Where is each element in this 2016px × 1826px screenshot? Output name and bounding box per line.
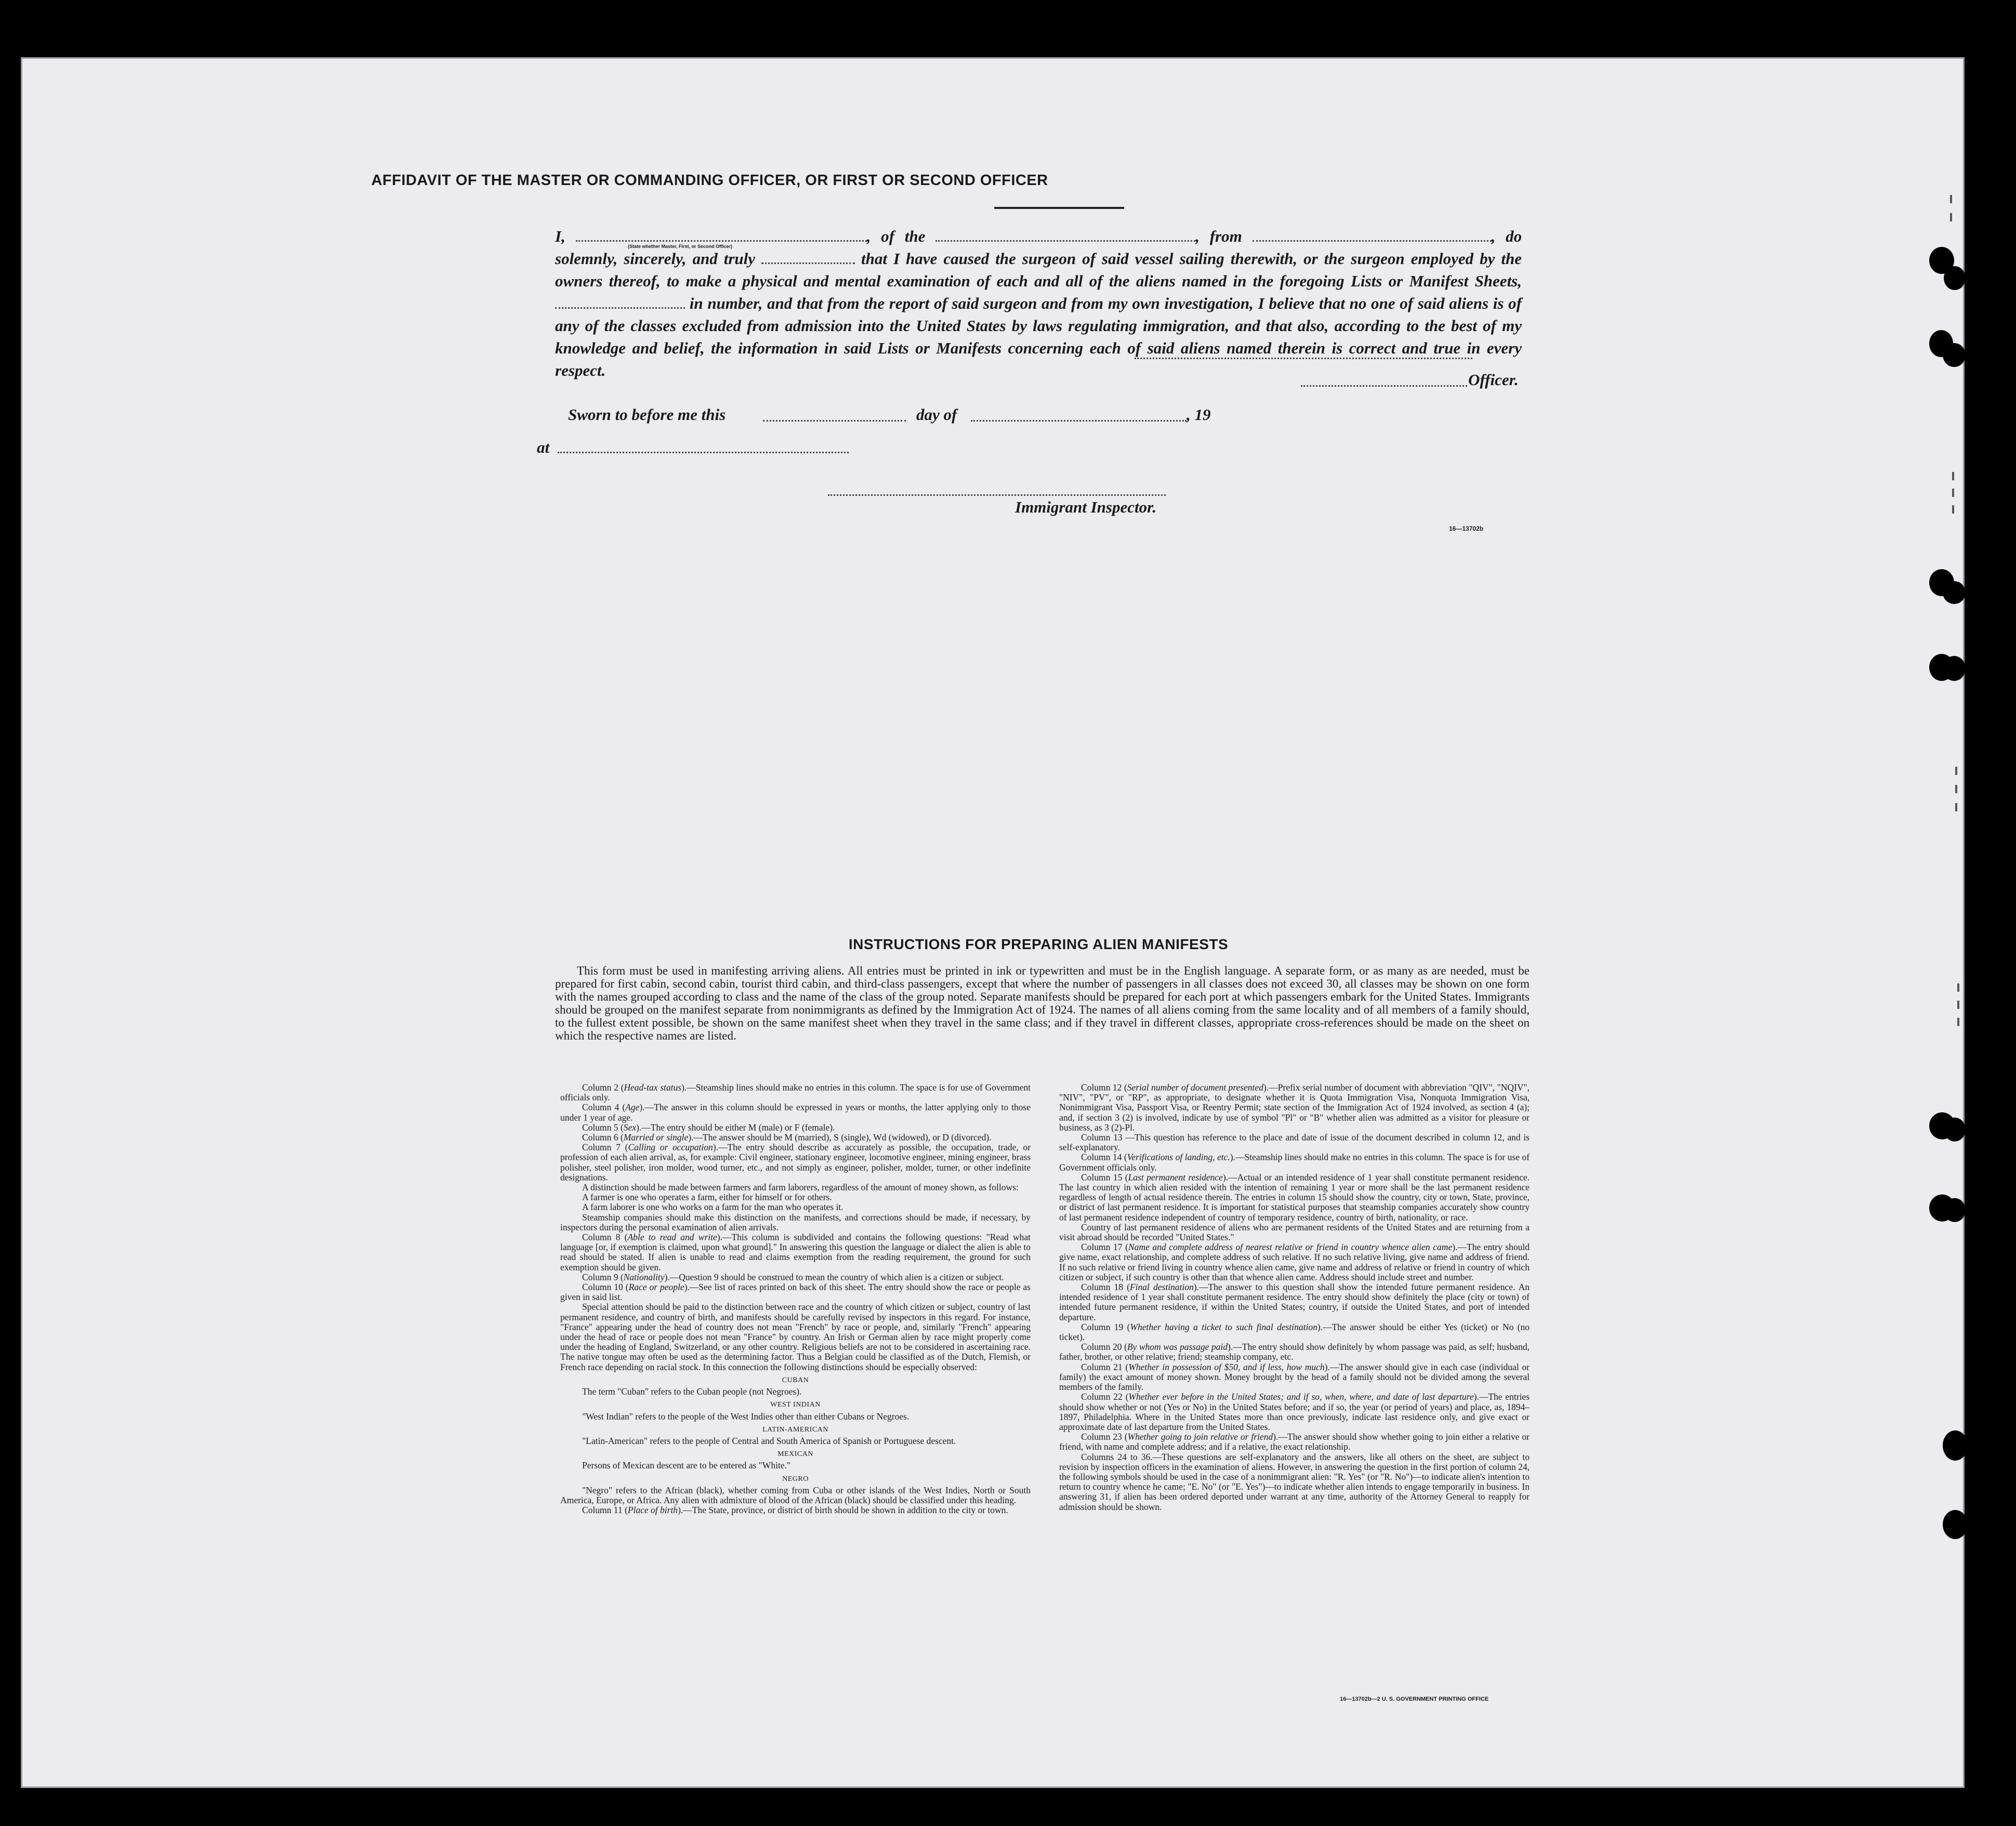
instruction-entry: Column 13 —This question has reference to the place and date of issue of the document described in column 12, and is self-explanatory. bbox=[1059, 1132, 1530, 1153]
intro-text: This form must be used in manifesting arriving aliens. All entries must be printed in ink or typewritten and must be in the English language. A separate form, or as many as are needed, must be prepared for first cabin, second cabin, tourist third cabin, and third-class passengers, except that where the number of passengers in all classes does not exceed 30, all classes may be shown on one form with the names grouped according to class and the name of the class of the group noted. Separate manifests should be prepared for each port at which passengers embark for the United States. Immigrants should be grouped on the manifest separate from nonimmigrants as defined by the Immigration Act of 1924. The names of all aliens coming from the same locality and of all members of a family should, to the fullest extent possible, be shown on the same manifest sheet when they travel in the same class; and if they travel in different classes, appropriate cross-references should be made on the sheet on which the respective names are listed. bbox=[555, 964, 1530, 1042]
officer-rank-field[interactable] bbox=[576, 230, 867, 242]
column-topic: Nationality bbox=[623, 1271, 665, 1282]
column-number: Column 14 bbox=[1081, 1152, 1122, 1163]
column-number: Column 10 bbox=[582, 1282, 623, 1293]
word-of-the: , of the bbox=[866, 227, 926, 245]
instruction-entry: Column 9 (Nationality).—Question 9 should be construed to mean the country of which alien is a citizen or subject. bbox=[582, 1271, 1004, 1282]
race-heading: NEGRO bbox=[782, 1475, 809, 1483]
column-number: Column 4 bbox=[582, 1102, 620, 1113]
column-number: Column 9 bbox=[582, 1271, 618, 1282]
word-from: , from bbox=[1195, 227, 1242, 245]
column-topic: By whom was passage paid bbox=[1127, 1342, 1228, 1352]
scan-tick bbox=[1955, 803, 1957, 811]
entry-body: The entry should describe as accurately as possible, the occupation, trade, or profession of each alien arrival, as, for example: Civil engineer, stationary engineer, locomotive engineer, mining engineer, brass polisher, steel polisher, iron molder, wood turner, etc., and not simply as engineer, polisher, molder, turner, or other indefinite designations. bbox=[560, 1142, 1031, 1183]
column-topic: Last permanent residence bbox=[1128, 1172, 1223, 1183]
entry-body: This question has reference to the place and date of issue of the document described in column 12, and is self-explanatory. bbox=[1059, 1132, 1530, 1153]
entry-body: The answer should be either Yes (ticket) or No (no ticket). bbox=[1059, 1321, 1530, 1343]
day-of-label: day of bbox=[916, 405, 957, 424]
instruction-entry: Column 5 (Sex).—The entry should be either M (male) or F (female). bbox=[582, 1122, 835, 1133]
signature-line[interactable] bbox=[1135, 358, 1472, 359]
binder-hole bbox=[1943, 343, 1966, 367]
entry-body: Columns 24 to 36.—These questions are self-explanatory and the answers, like all others on the sheet, are subject to revision by inspection officers in the examination of aliens. However, in answering the question in the first portion of column 24, the following symbols should be used in the case of a nonimmigrant alien: "R. Yes" (or "R. No")—to indicate alien's intention to return to country whence he came; "E. No" (or "E. Yes")—to indicate whether alien intends to engage temporarily in business. In answering 31, if alien has been ordered deported under warrant at any time, authority of the Attorney General to reapply for admission should be shown. bbox=[1059, 1451, 1530, 1512]
column-topic: Whether ever before in the United States; and if so, when, where, and date of last departure bbox=[1128, 1391, 1474, 1402]
scan-tick bbox=[1952, 472, 1954, 480]
place-field[interactable] bbox=[558, 452, 849, 453]
instruction-entry: Column 4 (Age).—The answer in this column should be expressed in years or months, the latter applying only to those under 1 year of age. bbox=[560, 1102, 1031, 1123]
instruction-entry: Column 14 (Verifications of landing, etc.).—Steamship lines should make no entries in this column. The space is for use of Government officials only. bbox=[1059, 1152, 1530, 1173]
column-number: Column 22 bbox=[1081, 1391, 1123, 1402]
column-topic: Married or single bbox=[623, 1132, 689, 1143]
instruction-entry: Column 11 (Place of birth).—The State, province, or district of birth should be shown in addition to the city or town. bbox=[582, 1505, 1008, 1516]
instruction-entry bbox=[560, 1302, 1031, 1372]
instruction-entry bbox=[560, 1183, 1031, 1192]
entry-body: Prefix serial number of document with abbreviation "QIV", "NQIV", "NIV", "PV", or "RP", as appropriate, to designate whether it is Quota Immigration Visa, Nonquota Immigration Visa, Nonimmigrant Visa, Passport Visa, or Reentry Permit; state section of the Immigration Act of 1924 involved, as section 4 (a); and, if section 3 (2) is involved, indicate by use of symbol "Pl" or "B" whether alien was admitted as a visitor for pleasure or business, as 3 (2)-Pl. bbox=[1059, 1083, 1530, 1133]
entry-body: The answer should be M (married), S (single), Wd (widowed), or D (divorced). bbox=[702, 1132, 992, 1143]
column-topic: Whether having a ticket to such final destination bbox=[1130, 1321, 1317, 1332]
entry-body: The State, province, or district of birth should be shown in addition to the city or town. bbox=[692, 1505, 1008, 1516]
race-definition: The term "Cuban" refers to the Cuban people (not Negroes). bbox=[582, 1386, 802, 1397]
instruction-entry bbox=[560, 1202, 1031, 1212]
officer-note: (State whether Master, First, or Second Officer) bbox=[628, 244, 733, 249]
entry-body: Actual or an intended residence of 1 year shall constitute permanent residence. The last country in which alien resided with the intention of remaining 1 year or more shall be the last permanent residence regardless of length of actual residence therein. The entries in column 15 should show the country, city or town, State, province, or district of last permanent residence. It is important for statistical purposes that steamship companies accurately show country of last permanent residence independent of country of temporary residence, country of birth, nationality, or race. bbox=[1059, 1172, 1530, 1223]
entry-body: The entry should be either M (male) or F (female). bbox=[650, 1122, 835, 1133]
footer-code: 16—13702b—2 U. S. GOVERNMENT PRINTING OFFICE bbox=[1340, 1696, 1489, 1702]
race-definition: Persons of Mexican descent are to be entered as "White." bbox=[582, 1460, 791, 1471]
race-definition: "West Indian" refers to the people of the West Indies other than either Cubans or Negroes. bbox=[582, 1411, 910, 1422]
race-heading: MEXICAN bbox=[778, 1450, 813, 1459]
sworn-month-field[interactable] bbox=[971, 420, 1187, 422]
column-topic: Verifications of landing, etc. bbox=[1127, 1152, 1230, 1163]
instruction-entry: Column 23 (Whether going to join relative or friend).—The answer should show whether going to join either a relative or friend, with name and complete address; and if a relative, the exact relationship. bbox=[1059, 1431, 1530, 1452]
year-label: , 19 bbox=[1187, 405, 1211, 424]
scan-tick bbox=[1952, 505, 1954, 514]
officer-title-line[interactable] bbox=[1301, 385, 1467, 387]
affidavit-title: AFFIDAVIT OF THE MASTER OR COMMANDING OFFICER, OR FIRST OR SECOND OFFICER bbox=[371, 172, 1048, 189]
instruction-entry: Column 7 (Calling or occupation).—The entry should describe as accurately as possible, the occupation, trade, or profession of each alien arrival, as, for example: Civil engineer, stationary engineer, locomotive engineer, mining engineer, brass polisher, steel polisher, iron molder, wood turner, etc., and not simply as engineer, polisher, molder, turner, or other indefinite designations. bbox=[560, 1142, 1031, 1183]
scan-tick bbox=[1950, 195, 1952, 203]
instruction-entry bbox=[560, 1213, 1031, 1232]
instructions-right-column bbox=[1059, 1083, 1530, 1683]
entry-body: The answer to this question shall show the intended future permanent residence. An intended residence of 1 year shall constitute permanent residence. The entry should show definitely the place (city or town) of intended future permanent residence, if within the United States; country, if outside the United States, and port of intended departure. bbox=[1059, 1282, 1530, 1322]
inspector-signature-line[interactable] bbox=[828, 494, 1166, 496]
entry-body: Steamship companies should make this distinction on the manifests, and corrections should be made, if necessary, by inspectors during the personal examination of alien arrivals. bbox=[560, 1212, 1031, 1232]
entry-body: A farmer is one who operates a farm, either for himself or for others. bbox=[582, 1192, 832, 1203]
instruction-entry: Column 6 (Married or single).—The answer should be M (married), S (single), Wd (widowed), or D (divorced). bbox=[582, 1132, 992, 1143]
column-number: Column 19 bbox=[1081, 1321, 1124, 1332]
entry-body: The answer should give in each case (individual or family) the exact amount of money shown. Money brought by the head of a family should not be divided among the several members of the family. bbox=[1059, 1361, 1530, 1393]
scan-tick bbox=[1957, 1018, 1959, 1026]
affidavit-text-1: that I have caused the surgeon of said vessel sailing therewith, or the surgeon employed by the owners thereof, to make a physical and mental examination of each and all of the aliens named in the foregoing Lists or Manifest Sheets, bbox=[555, 249, 1522, 290]
entry-body: The entry should give name, exact relationship, and complete address of such relative. If no such relative living, give name and address of friend. If no such relative or friend living in country whence alien came, give name and address of relative or friend in country of which citizen or subject, if such country is other than that whence alien came. Address should include street and number. bbox=[1059, 1242, 1530, 1282]
column-topic: Calling or occupation bbox=[628, 1142, 713, 1153]
instruction-entry: Column 22 (Whether ever before in the United States; and if so, when, where, and date of last departure).—The entries should show whether or not (Yes or No) in the United States before; and if so, the year (or period of years) and place, as, 1894–1897, Philadelphia. Where in the United States more than once previously, indicate last residence only, and give exact or approximate date of last departure from the United States. bbox=[1059, 1391, 1530, 1432]
race-heading: CUBAN bbox=[782, 1376, 809, 1384]
instructions-left-column bbox=[560, 1083, 1031, 1696]
scan-tick bbox=[1950, 213, 1952, 221]
race-definition: "Latin-American" refers to the people of Central and South America of Spanish or Portuguese descent. bbox=[582, 1435, 956, 1446]
column-number: Column 18 bbox=[1081, 1282, 1124, 1293]
race-heading: LATIN-AMERICAN bbox=[762, 1425, 828, 1434]
entry-body: The entries should show whether or not (Yes or No) in the United States before; and if so, the year (or period of years) and place, as, 1894–1897, Philadelphia. Where in the United States more than once previously, indicate last residence only, and give exact or approximate date of last departure from the United States. bbox=[1059, 1391, 1530, 1432]
officer-label: Officer. bbox=[1468, 371, 1519, 389]
entry-body: Steamship lines should make no entries in this column. The space is for use of Government officials only. bbox=[1059, 1152, 1530, 1173]
sworn-day-field[interactable] bbox=[763, 420, 906, 422]
column-topic: Age bbox=[625, 1102, 640, 1113]
alien-count-field[interactable] bbox=[555, 297, 685, 309]
entry-body: The answer in this column should be expressed in years or months, the latter applying only to those under 1 year of age. bbox=[560, 1102, 1031, 1123]
column-number: Column 7 bbox=[582, 1142, 621, 1153]
column-topic: Able to read and write bbox=[627, 1232, 717, 1243]
column-topic: Sex bbox=[623, 1122, 637, 1133]
affidavit-text-2: in number, and that from the report of said surgeon and from my own investigation, I believe that no one of said aliens is of any of the classes excluded from admission into the United States by laws regulating immigration, and that also, according to the best of my knowledge and belief, the information in said Lists or Manifests concerning each of said aliens named therein is correct and true in every respect. bbox=[555, 294, 1522, 379]
binder-hole bbox=[1943, 581, 1966, 604]
race-definition: "Negro" refers to the African (black), whether coming from Cuba or other islands of the West Indies, North or South America, Europe, or Africa. Any alien with admixture of blood of the African (black) should be classified under this heading. bbox=[560, 1485, 1031, 1505]
form-code: 16—13702b bbox=[1449, 525, 1484, 532]
instruction-entry: Column 17 (Name and complete address of nearest relative or friend in country whence alien came).—The entry should give name, exact relationship, and complete address of such relative. If no such relative living, give name and address of friend. If no such relative or friend living in country whence alien came, give name and address of relative or friend in country of which citizen or subject, if such country is other than that whence alien came. Address should include street and number. bbox=[1059, 1242, 1530, 1282]
instruction-entry bbox=[560, 1192, 1031, 1202]
entry-body: Question 9 should be construed to mean the country of which alien is a citizen or subject. bbox=[679, 1271, 1004, 1282]
instruction-entry: Column 15 (Last permanent residence).—Actual or an intended residence of 1 year shall constitute permanent residence. The last country in which alien resided with the intention of remaining 1 year or more shall be the last permanent residence regardless of length of actual residence therein. The entries in column 15 should show the country, city or town, State, province, or district of last permanent residence. It is important for statistical purposes that steamship companies accurately show country of last permanent residence independent of country of temporary residence, country of birth, nationality, or race. bbox=[1059, 1172, 1530, 1223]
entry-body: Special attention should be paid to the distinction between race and the country of which citizen or subject, country of last permanent residence, and country of birth, and manifests should be carefully revised by inspectors in this regard. For instance, "France" appearing under the head of country does not mean "French" by race or people, and, similarly "French" appearing under the head of race or people does not mean "France" by country. An Irish or German alien by race might properly come under the heading of England, Switzerland, or any other country. Religious beliefs are not to be considered in ascertaining race. The native tongue may often be used as the determining factor. Thus a Belgian could be classified as of the Dutch, Flemish, or French race depending on racial stock. In this connection the following distinctions should be especially observed: bbox=[560, 1302, 1031, 1372]
instruction-entry: Column 21 (Whether in possession of $50, and if less, how much).—The answer should give in each case (individual or family) the exact amount of money shown. Money brought by the head of a family should not be divided among the several members of the family. bbox=[1059, 1361, 1530, 1393]
entry-body: Country of last permanent residence of aliens who are permanent residents of the United States and are returning from a visit abroad should be recorded "United States." bbox=[1059, 1221, 1530, 1243]
instruction-entry: Column 19 (Whether having a ticket to such final destination).—The answer should be either Yes (ticket) or No (no ticket). bbox=[1059, 1321, 1530, 1343]
sworn-label: Sworn to before me this bbox=[568, 405, 726, 424]
binder-hole bbox=[1944, 1198, 1966, 1222]
instruction-entry: Column 8 (Able to read and write).—This column is subdivided and contains the following questions: "Read what language [or, if exemption is claimed, upon what ground]." In answering this question the language or dialect the alien is able to read should be stated. If alien is unable to read and claims exemption from the reading requirement, the ground for such exemption should be given. bbox=[560, 1232, 1031, 1272]
instructions-intro bbox=[555, 964, 1530, 1042]
document-page bbox=[21, 57, 1965, 1788]
binder-hole bbox=[1943, 1430, 1968, 1461]
inspector-label: Immigrant Inspector. bbox=[1015, 498, 1157, 516]
scan-tick bbox=[1955, 785, 1957, 793]
binder-hole bbox=[1944, 1118, 1966, 1141]
column-number: Column 11 bbox=[582, 1505, 623, 1516]
entry-body: See list of races printed on back of this sheet. The entry should show the race or people as given in said list. bbox=[560, 1282, 1031, 1303]
instruction-entry: Column 12 (Serial number of document presented).—Prefix serial number of document with abbreviation "QIV", "NQIV", "NIV", "PV", or "RP", as appropriate, to designate whether it is Quota Immigration Visa, Nonquota Immigration Visa, Nonimmigrant Visa, Passport Visa, or Reentry Permit; state section of the Immigration Act of 1924 involved, as section 4 (a); and, if section 3 (2) is involved, indicate by use of symbol "Pl" or "B" whether alien was admitted as a visitor for pleasure or business, as 3 (2)-Pl. bbox=[1059, 1083, 1530, 1133]
column-number: Column 20 bbox=[1081, 1342, 1122, 1352]
race-heading: WEST INDIAN bbox=[770, 1401, 821, 1409]
column-topic: Serial number of document presented bbox=[1127, 1083, 1263, 1093]
column-topic: Final destination bbox=[1129, 1282, 1194, 1293]
scan-tick bbox=[1955, 767, 1957, 775]
title-rule bbox=[994, 207, 1124, 209]
entry-body: A distinction should be made between farmers and farm laborers, regardless of the amount of money shown, as follows: bbox=[582, 1182, 1019, 1193]
at-label: at bbox=[537, 438, 550, 456]
instruction-entry: Column 10 (Race or people).—See list of races printed on back of this sheet. The entry should show the race or people as given in said list. bbox=[560, 1282, 1031, 1303]
scan-tick bbox=[1952, 489, 1954, 497]
word-do: , do bbox=[1491, 227, 1522, 245]
column-topic: Whether going to join relative or friend bbox=[1127, 1431, 1273, 1442]
word-solemnly: solemnly, sincerely, and truly bbox=[555, 249, 756, 268]
entry-body: The entry should show definitely by whom passage was paid, as self; husband, father, brother, or other relative; friend; steamship company, etc. bbox=[1059, 1342, 1530, 1362]
column-number: Column 23 bbox=[1081, 1431, 1122, 1442]
column-number: Column 21 bbox=[1081, 1361, 1123, 1372]
instruction-entry bbox=[1059, 1452, 1530, 1512]
column-topic: Place of birth bbox=[627, 1505, 678, 1516]
column-number: Column 2 bbox=[582, 1083, 618, 1093]
binder-hole bbox=[1943, 656, 1966, 681]
column-number: Column 6 bbox=[582, 1132, 618, 1143]
instruction-entry bbox=[1059, 1223, 1530, 1242]
binder-hole bbox=[1944, 266, 1966, 290]
entry-body: The answer should show whether going to join either a relative or friend, with name and complete address; and if a relative, the exact relationship. bbox=[1059, 1431, 1530, 1452]
instructions-title: INSTRUCTIONS FOR PREPARING ALIEN MANIFESTS bbox=[848, 936, 1229, 952]
port-from-field[interactable] bbox=[1253, 230, 1492, 242]
instruction-entry: Column 18 (Final destination).—The answer to this question shall show the intended future permanent residence. An intended residence of 1 year shall constitute permanent residence. The entry should show definitely the place (city or town) of intended future permanent residence, if within the United States; country, if outside the United States, and port of intended departure. bbox=[1059, 1282, 1530, 1322]
entry-body: This column is subdivided and contains the following questions: "Read what language [or, if exemption is claimed, upon what ground]." In answering this question the language or dialect the alien is able to read should be stated. If alien is unable to read and claims exemption from the reading requirement, the ground for such exemption should be given. bbox=[560, 1232, 1031, 1272]
column-topic: Head-tax status bbox=[624, 1083, 682, 1093]
affirmation-field[interactable] bbox=[761, 252, 855, 264]
binder-hole bbox=[1943, 1510, 1968, 1539]
instruction-entry: Column 2 (Head-tax status).—Steamship lines should make no entries in this column. The space is for use of Government officials only. bbox=[560, 1083, 1031, 1103]
instruction-entry: Column 20 (By whom was passage paid).—The entry should show definitely by whom passage was paid, as self; husband, father, brother, or other relative; friend; steamship company, etc. bbox=[1059, 1342, 1530, 1362]
word-i: I, bbox=[555, 227, 565, 245]
column-number: Column 15 bbox=[1081, 1172, 1123, 1183]
column-number: Column 13 bbox=[1081, 1132, 1123, 1143]
column-number: Column 8 bbox=[582, 1232, 621, 1243]
column-topic: Race or people bbox=[628, 1282, 684, 1293]
column-number: Column 5 bbox=[582, 1122, 618, 1133]
vessel-name-field[interactable] bbox=[935, 230, 1195, 242]
column-number: Column 17 bbox=[1081, 1242, 1123, 1253]
entry-body: Steamship lines should make no entries in this column. The space is for use of Government officials only. bbox=[560, 1083, 1031, 1103]
scan-tick bbox=[1957, 983, 1959, 992]
column-topic: Whether in possession of $50, and if less, how much bbox=[1128, 1361, 1325, 1372]
column-topic: Name and complete address of nearest relative or friend in country whence alien came bbox=[1128, 1242, 1453, 1253]
column-number: Column 12 bbox=[1081, 1083, 1122, 1093]
scan-tick bbox=[1957, 1001, 1959, 1009]
entry-body: A farm laborer is one who works on a farm for the man who operates it. bbox=[582, 1202, 844, 1213]
